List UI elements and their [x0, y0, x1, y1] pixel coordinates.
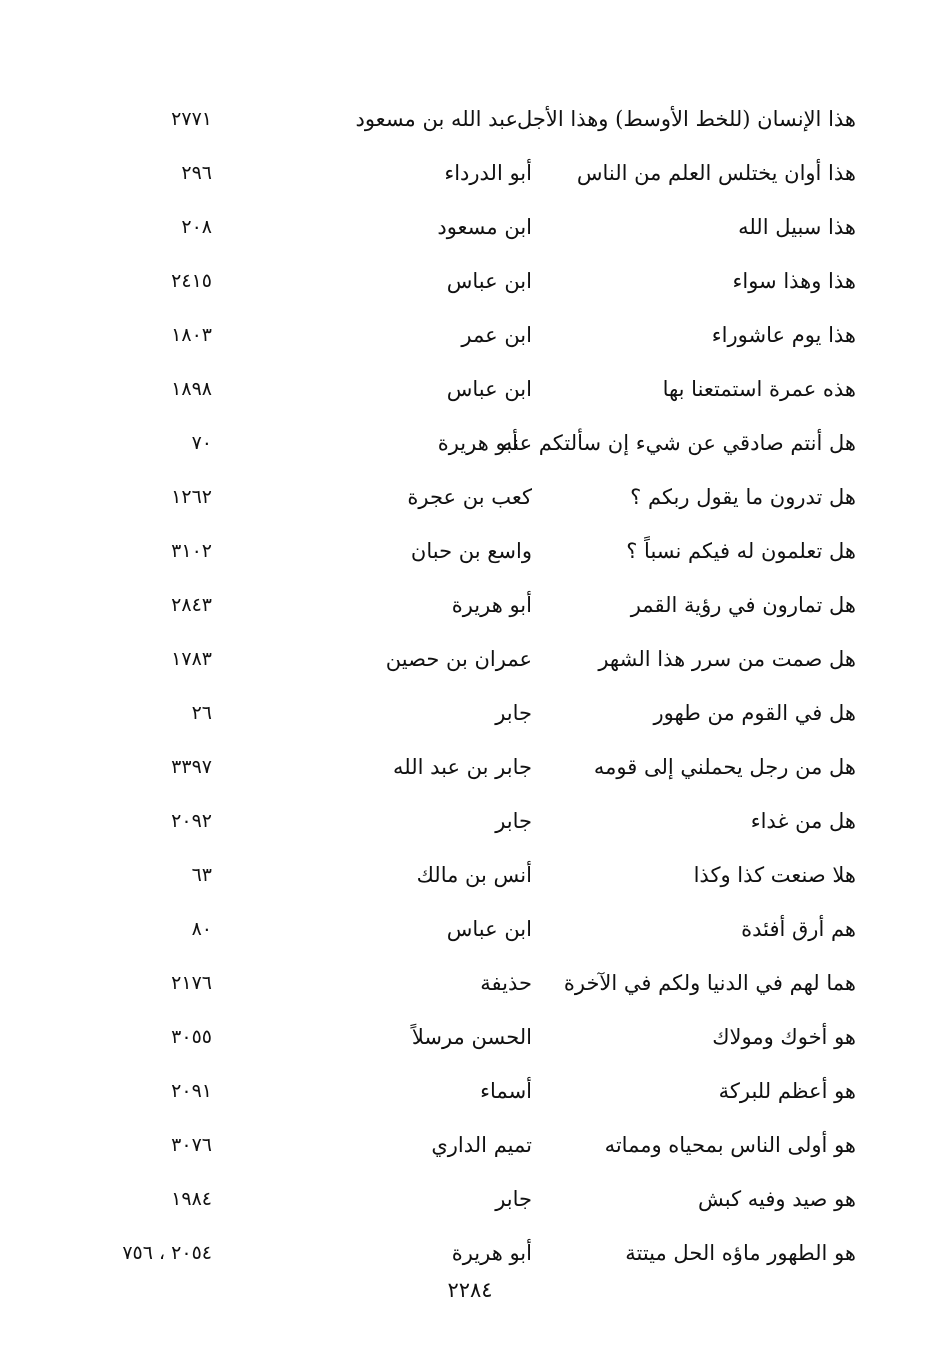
- narrator-name: أبو هريرة: [437, 431, 518, 455]
- narrator-name: أبو هريرة: [451, 593, 532, 617]
- index-row: [0, 471, 940, 525]
- hadith-index-list: [0, 93, 940, 1281]
- hadith-number: ٣٠٥٥: [171, 1026, 212, 1048]
- hadith-phrase: هل تعلمون له فيكم نسباً ؟: [626, 539, 856, 563]
- index-row: [0, 1011, 940, 1065]
- index-row: [0, 1227, 940, 1281]
- narrator-name: عبد الله بن مسعود: [355, 107, 518, 131]
- hadith-number: ٣٣٩٧: [171, 756, 212, 778]
- narrator-name: أسماء: [480, 1079, 532, 1103]
- hadith-phrase: هو أعظم للبركة: [718, 1079, 856, 1103]
- narrator-name: جابر بن عبد الله: [392, 755, 532, 779]
- hadith-phrase: هو أولى الناس بمحياه ومماته: [604, 1133, 856, 1157]
- index-row: [0, 1065, 940, 1119]
- index-row: [0, 93, 940, 147]
- hadith-number: ٢١٧٦: [171, 972, 212, 994]
- hadith-phrase: هما لهم في الدنيا ولكم في الآخرة: [563, 971, 856, 995]
- narrator-name: واسع بن حبان: [410, 539, 532, 563]
- hadith-phrase: هو أخوك ومولاك: [712, 1025, 856, 1049]
- hadith-phrase: هذا يوم عاشوراء: [711, 323, 856, 347]
- hadith-number: ٢٠٩١: [171, 1080, 212, 1102]
- hadith-phrase: هل أنتم صادقي عن شيء إن سألتكم عنه: [502, 431, 856, 455]
- index-row: [0, 633, 940, 687]
- narrator-name: كعب بن عجرة: [407, 485, 532, 509]
- hadith-phrase: هذا أوان يختلس العلم من الناس: [576, 161, 856, 185]
- hadith-number: ٣٠٧٦: [171, 1134, 212, 1156]
- hadith-number: ٨٠: [191, 918, 212, 940]
- narrator-name: ابن عباس: [446, 377, 532, 401]
- index-row: [0, 363, 940, 417]
- hadith-number: ٢٠٥٤ ، ٧٥٦: [122, 1242, 212, 1264]
- hadith-number: ٢٠٨: [181, 216, 212, 238]
- narrator-name: عمران بن حصين: [385, 647, 532, 671]
- index-row: [0, 849, 940, 903]
- narrator-name: ابن عباس: [446, 917, 532, 941]
- hadith-number: ١٨٠٣: [171, 324, 212, 346]
- narrator-name: الحسن مرسلاً: [411, 1025, 532, 1049]
- narrator-name: أبو الدرداء: [444, 161, 532, 185]
- hadith-number: ٢٠٩٢: [171, 810, 212, 832]
- hadith-number: ١٧٨٣: [171, 648, 212, 670]
- hadith-phrase: هذه عمرة استمتعنا بها: [662, 377, 856, 401]
- hadith-phrase: هذا وهذا سواء: [732, 269, 856, 293]
- hadith-phrase: هم أرق أفئدة: [741, 917, 856, 941]
- index-row: [0, 1119, 940, 1173]
- hadith-number: ٢٩٦: [181, 162, 212, 184]
- hadith-phrase: هل في القوم من طهور: [653, 701, 856, 725]
- hadith-phrase: هذا سبيل الله: [738, 215, 856, 239]
- index-row: [0, 255, 940, 309]
- narrator-name: أبو هريرة: [451, 1241, 532, 1265]
- page-number: ٢٢٨٤: [447, 1278, 493, 1302]
- index-row: [0, 417, 940, 471]
- narrator-name: ابن مسعود: [437, 215, 532, 239]
- hadith-number: ١٨٩٨: [171, 378, 212, 400]
- narrator-name: جابر: [495, 1187, 532, 1211]
- hadith-number: ٢٨٤٣: [171, 594, 212, 616]
- hadith-phrase: هل من رجل يحملني إلى قومه: [593, 755, 856, 779]
- index-row: [0, 957, 940, 1011]
- narrator-name: حذيفة: [480, 971, 532, 995]
- hadith-number: ٧٠: [191, 432, 212, 454]
- index-row: [0, 309, 940, 363]
- index-row: [0, 525, 940, 579]
- narrator-name: تميم الداري: [431, 1133, 532, 1157]
- hadith-phrase: هل صمت من سرر هذا الشهر: [598, 647, 856, 671]
- hadith-phrase: هل تدرون ما يقول ربكم ؟: [630, 485, 856, 509]
- hadith-number: ٢٧٧١: [171, 108, 212, 130]
- narrator-name: ابن عمر: [461, 323, 532, 347]
- index-row: [0, 201, 940, 255]
- index-row: [0, 147, 940, 201]
- index-row: [0, 795, 940, 849]
- hadith-phrase: هل تمارون في رؤية القمر: [630, 593, 856, 617]
- index-row: [0, 1173, 940, 1227]
- narrator-name: أنس بن مالك: [416, 863, 532, 887]
- index-row: [0, 579, 940, 633]
- narrator-name: جابر: [495, 701, 532, 725]
- hadith-phrase: هل من غداء: [750, 809, 856, 833]
- hadith-number: ٣١٠٢: [171, 540, 212, 562]
- narrator-name: جابر: [495, 809, 532, 833]
- index-row: [0, 687, 940, 741]
- index-row: [0, 903, 940, 957]
- hadith-phrase: هو الطهور ماؤه الحل ميتتة: [625, 1241, 856, 1265]
- hadith-number: ١٢٦٢: [171, 486, 212, 508]
- hadith-number: ٦٣: [191, 864, 212, 886]
- hadith-number: ٢٤١٥: [171, 270, 212, 292]
- hadith-number: ٢٦: [191, 702, 212, 724]
- hadith-phrase: هذا الإنسان (للخط الأوسط) وهذا الأجل: [517, 107, 856, 131]
- index-row: [0, 741, 940, 795]
- hadith-phrase: هلا صنعت كذا وكذا: [693, 863, 856, 887]
- hadith-phrase: هو صيد وفيه كبش: [697, 1187, 856, 1211]
- narrator-name: ابن عباس: [446, 269, 532, 293]
- hadith-number: ١٩٨٤: [171, 1188, 212, 1210]
